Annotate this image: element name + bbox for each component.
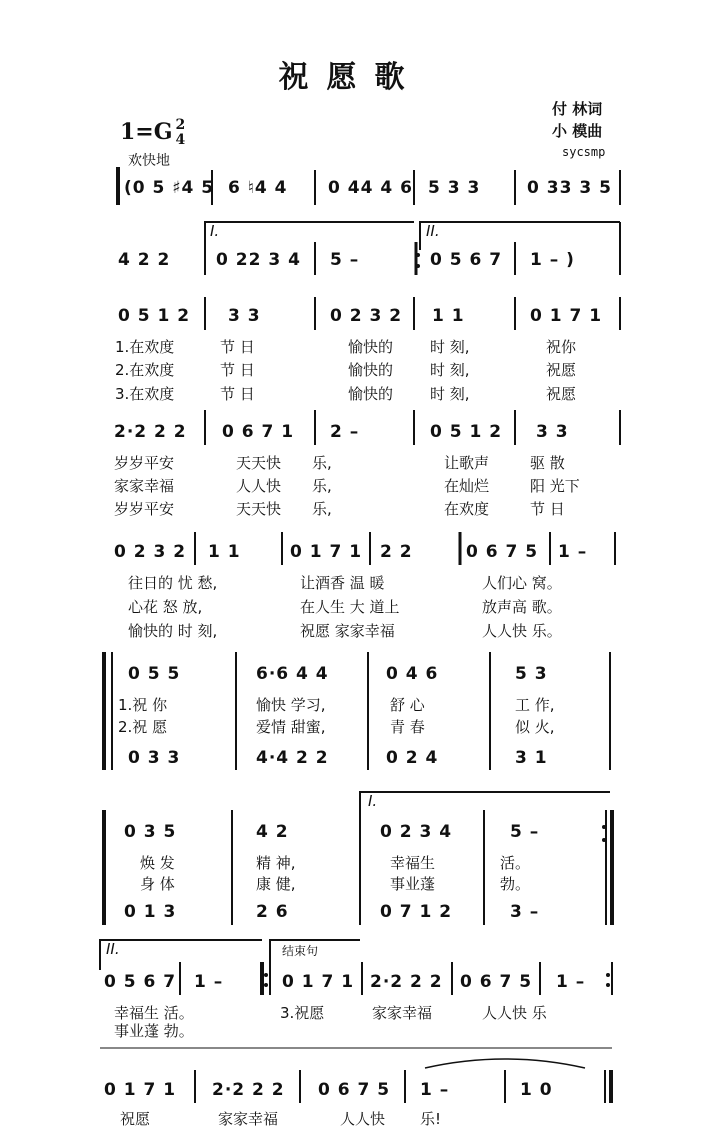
ending-measure: 1 –: [556, 972, 586, 992]
intro-measure: 6 ♮4 4: [228, 178, 288, 198]
lyric: 愉快的: [348, 385, 394, 403]
lyric: 愉快的 时 刻,: [128, 622, 218, 640]
lyric: 焕 发: [140, 854, 175, 872]
lyric: 乐,: [312, 454, 332, 472]
chorus-b-upper: 0 3 5: [124, 822, 177, 842]
lyric: 人人快: [340, 1110, 386, 1128]
chorus-b-lower: 0 1 3: [124, 902, 177, 922]
lyric: 1.在欢度: [115, 338, 175, 356]
chorus-a-upper: 0 5 5: [128, 664, 181, 684]
final-measure: 1 0: [520, 1080, 553, 1100]
lyric: 祝愿: [546, 361, 577, 379]
chorus-a-upper: 6·6 4 4: [256, 664, 329, 684]
intro-measure: 5 3 3: [428, 178, 481, 198]
intro-measure: 0 44 4 6: [328, 178, 413, 198]
verse-b-measure: 0 6 7 1: [222, 422, 295, 442]
lyric: 幸福生 活。: [114, 1004, 194, 1022]
intro-measure: 0 33 3 5: [527, 178, 612, 198]
tempo-marking: 欢快地: [128, 153, 170, 169]
intro-measure: 1 – ): [530, 250, 575, 270]
lyric: 乐,: [312, 477, 332, 495]
verse-a-measure: 0 2 3 2: [330, 306, 403, 326]
lyricist-credit: 付 林词: [552, 100, 603, 118]
lyric: 节 日: [220, 361, 255, 379]
lyric: 祝你: [546, 338, 577, 356]
lyric: 1.祝 你: [118, 696, 168, 714]
lyric: 让酒香 温 暖: [300, 574, 385, 592]
ending-measure: 0 5 6 7: [104, 972, 177, 992]
lyric: 天天快: [236, 454, 282, 472]
lyric: 祝愿: [546, 385, 577, 403]
lyric: 家家幸福: [372, 1004, 433, 1022]
lyric: 往日的 忧 愁,: [128, 574, 218, 592]
lyric: 放声高 歌。: [482, 598, 562, 616]
lyric: 人们心 窝。: [482, 574, 562, 592]
lyric: 工 作,: [515, 696, 555, 714]
time-top: 2: [175, 117, 186, 133]
lyric: 2.在欢度: [115, 361, 175, 379]
lyric: 愉快的: [348, 361, 394, 379]
lyric: 节 日: [220, 338, 255, 356]
lyric: 爱情 甜蜜,: [256, 718, 326, 736]
lyric: 勃。: [500, 875, 531, 893]
lyric: 时 刻,: [430, 385, 470, 403]
composer-credit: 小 模曲: [552, 122, 603, 140]
intro-measure: 4 2 2: [118, 250, 171, 270]
intro-measure: 0 5 6 7: [430, 250, 503, 270]
lyric: 在欢度: [444, 500, 490, 518]
lyric: 家家幸福: [114, 477, 175, 495]
verse-c-measure: 0 1 7 1: [290, 542, 363, 562]
verse-c-measure: 1 –: [558, 542, 588, 562]
final-measure: 0 6 7 5: [318, 1080, 391, 1100]
chorus-a-upper: 0 4 6: [386, 664, 439, 684]
lyric: 阳 光下: [530, 477, 580, 495]
lyric: 愉快 学习,: [256, 696, 326, 714]
lyric: 人人快 乐。: [482, 622, 562, 640]
lyric: 青 春: [390, 718, 425, 736]
coda-label: 结束句: [282, 944, 319, 958]
intro-measure: (0 5 ♯4 5: [124, 178, 215, 198]
lyric: 身 体: [140, 875, 175, 893]
watermark: sycsmp: [562, 145, 606, 159]
lyric: 事业蓬: [390, 875, 436, 893]
chorus-b-lower: 3 –: [510, 902, 540, 922]
lyric: 在人生 大 道上: [300, 598, 400, 616]
ending-measure: 1 –: [194, 972, 224, 992]
lyric: 似 火,: [515, 718, 555, 736]
lyric: 天天快: [236, 500, 282, 518]
lyric: 让歌声: [444, 454, 490, 472]
verse-b-measure: 2 –: [330, 422, 360, 442]
page-title: 祝愿歌: [278, 60, 423, 95]
verse-b-measure: 0 5 1 2: [430, 422, 503, 442]
lyric: 人人快: [236, 477, 282, 495]
ending-measure: 0 1 7 1: [282, 972, 355, 992]
intro-measure: 5 –: [330, 250, 360, 270]
chorus-a-lower: 3 1: [515, 748, 548, 768]
volta-2-label: II.: [426, 222, 440, 240]
lyric: 3.祝愿: [280, 1004, 325, 1022]
lyric: 事业蓬 勃。: [114, 1022, 194, 1040]
lyric: 乐!: [420, 1110, 442, 1128]
lyric: 活。: [500, 854, 531, 872]
chorus-a-upper: 5 3: [515, 664, 548, 684]
lyric: 幸福生: [390, 854, 436, 872]
chorus-b-lower: 2 6: [256, 902, 289, 922]
verse-c-measure: 2 2: [380, 542, 413, 562]
lyric: 康 健,: [256, 875, 296, 893]
ending-measure: 0 6 7 5: [460, 972, 533, 992]
chorus-b-upper: 5 –: [510, 822, 540, 842]
verse-b-measure: 2·2 2 2: [114, 422, 187, 442]
verse-a-measure: 3 3: [228, 306, 261, 326]
lyric: 心花 怒 放,: [128, 598, 203, 616]
chorus-b-upper: 0 2 3 4: [380, 822, 453, 842]
volta-2-label-b: II.: [106, 940, 120, 958]
lyric: 舒 心: [390, 696, 425, 714]
lyric: 精 神,: [256, 854, 296, 872]
final-measure: 1 –: [420, 1080, 450, 1100]
lyric: 2.祝 愿: [118, 718, 168, 736]
verse-a-measure: 0 1 7 1: [530, 306, 603, 326]
lyric: 3.在欢度: [115, 385, 175, 403]
chorus-b-upper: 4 2: [256, 822, 289, 842]
volta-1-label: I.: [210, 222, 220, 240]
lyric: 家家幸福: [218, 1110, 279, 1128]
lyric: 祝愿 家家幸福: [300, 622, 395, 640]
lyric: 岁岁平安: [114, 454, 175, 472]
lyric: 岁岁平安: [114, 500, 175, 518]
final-measure: 2·2 2 2: [212, 1080, 285, 1100]
chorus-a-lower: 0 2 4: [386, 748, 439, 768]
intro-measure: 0 22 3 4: [216, 250, 301, 270]
final-measure: 0 1 7 1: [104, 1080, 177, 1100]
lyric: 时 刻,: [430, 361, 470, 379]
chorus-a-lower: 4·4 2 2: [256, 748, 329, 768]
lyric: 人人快 乐: [482, 1004, 547, 1022]
verse-b-measure: 3 3: [536, 422, 569, 442]
lyric: 乐,: [312, 500, 332, 518]
volta-1-label-b: I.: [368, 792, 378, 810]
verse-c-measure: 0 2 3 2: [114, 542, 187, 562]
lyric: 祝愿: [120, 1110, 151, 1128]
lyric: 节 日: [220, 385, 255, 403]
lyric: 愉快的: [348, 338, 394, 356]
chorus-b-lower: 0 7 1 2: [380, 902, 453, 922]
ending-measure: 2·2 2 2: [370, 972, 443, 992]
verse-c-measure: 1 1: [208, 542, 241, 562]
lyric: 在灿烂: [444, 477, 490, 495]
lyric: 节 日: [530, 500, 565, 518]
time-bottom: 4: [175, 132, 186, 148]
chorus-a-lower: 0 3 3: [128, 748, 181, 768]
lyric: 驱 散: [530, 454, 565, 472]
verse-a-measure: 1 1: [432, 306, 465, 326]
key-label: 1=G: [120, 119, 173, 145]
verse-a-measure: 0 5 1 2: [118, 306, 191, 326]
lyric: 时 刻,: [430, 338, 470, 356]
verse-c-measure: 0 6 7 5: [466, 542, 539, 562]
